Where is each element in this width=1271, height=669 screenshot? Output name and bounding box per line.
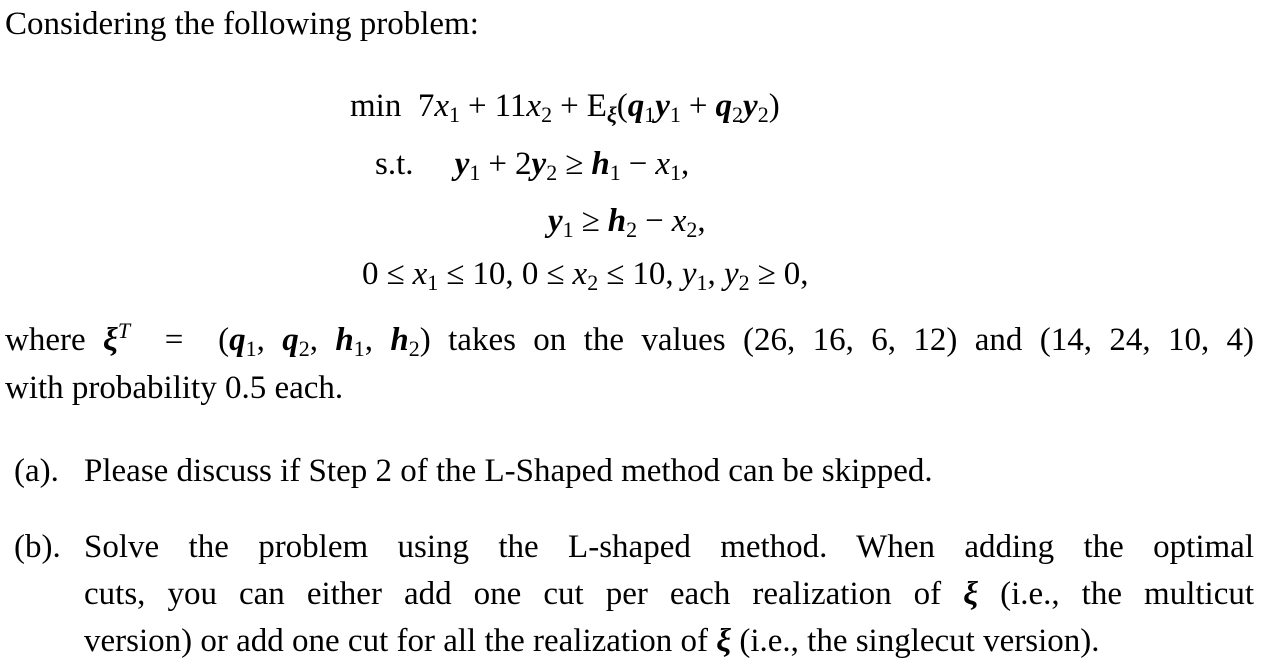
objective-line: $\min 7x_1 + 11x_2 + E_\xi(q_1y_1 + q_2y_2)$ bbox=[350, 88, 780, 127]
part-b-line-1: Solve the problem using the L-shaped method. When adding the optimal bbox=[84, 529, 1254, 565]
where-line-2: with probability 0.5 each. bbox=[5, 370, 344, 406]
st-label: s.t. bbox=[375, 146, 414, 182]
part-a-label: (a). bbox=[14, 453, 59, 489]
intro-text: Considering the following problem: bbox=[5, 6, 479, 42]
part-b-line-2: cuts, you can either add one cut per each realization of ξ (i.e., the multicut bbox=[84, 576, 1255, 612]
constraint-1: s.t. $y_1 + 2y_2 \ge h_1 - x_1$, bbox=[375, 146, 690, 185]
constraint-bounds: $0 \le x_1 \le 10$, $0 \le x_2 \le 10$, $y_1$, $y_2 \ge 0$, bbox=[362, 256, 809, 295]
constraint-2: $y_1 \ge h_2 - x_2$, bbox=[548, 203, 706, 242]
min-operator: min bbox=[350, 88, 402, 124]
part-b-line-3: version) or add one cut for all the realization of ξ (i.e., the singlecut version). bbox=[84, 623, 1100, 659]
where-line: where $\xi^T = (q_1$, $q_2$, $h_1$, $h_2$) takes on the values (26, 16, 6, 12) and (14, 24, 10, 4) bbox=[5, 318, 1255, 361]
part-a-text: Please discuss if Step 2 of the L-Shaped method can be skipped. bbox=[84, 453, 933, 489]
part-b-label: (b). bbox=[14, 529, 61, 565]
